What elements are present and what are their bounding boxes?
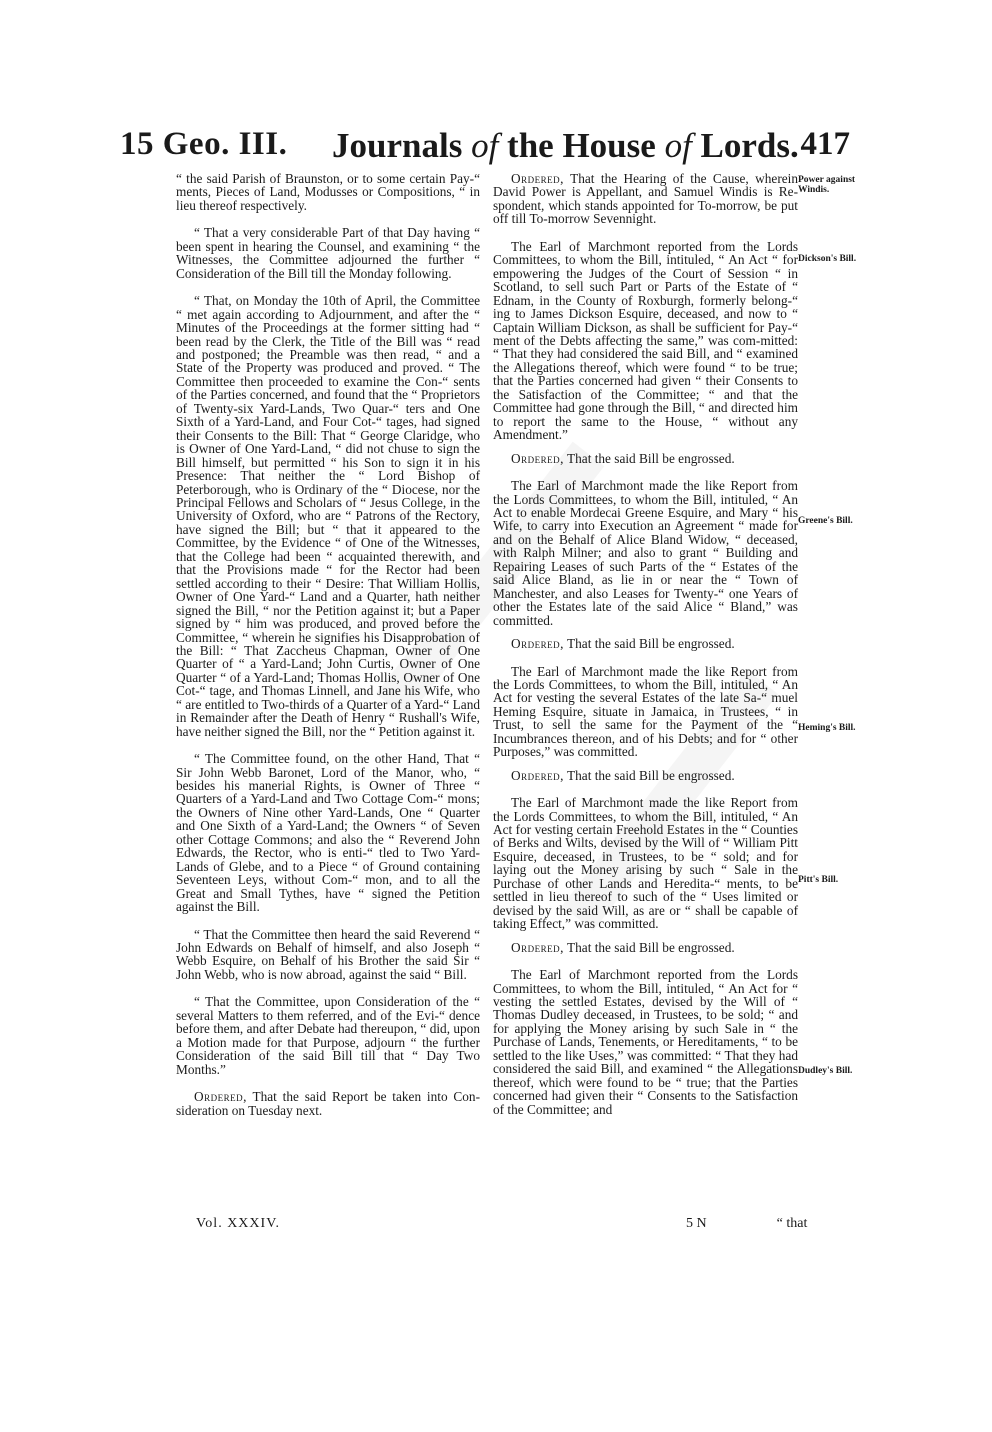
report-paragraph: The Earl of Marchmont made the like Report from the Lords Committees, to whom the Bill, intituled, “ An Act for vesting the several Estates of the late Sa-“ muel Heming Esquire, situate in Jamaica, in Trustees, “ in Trust, to sell the same for the Payment of the “ Incumbrances thereon, and of his Debts; and for “ other Purposes,” was committed. xyxy=(493,663,798,760)
report-paragraph: The Earl of Marchmont reported from the Lords Committees, to whom the Bill, intituled, “ An Act “ for empowering the Judges of the Court of Session “ in Scotland, to sell such Part or Parts of the Estate of “ Ednam, in the County of Roxburgh, formerly belong-“ ing to James Dickson Esquire, deceased, and now to “ Captain William Dickson, as shall be sufficient for Pay-“ ment of the Debts affecting the same,” was com-mitted: “ That they had considered the said Bill, and “ examined the Allegations thereof, which were found “ to be true; that the Parties concerned had given “ their Consents to the Satisfaction of the Committee; “ and that the Committee had gone through the Bill, “ and directed him to report the same to the House, “ without any Amendment.” xyxy=(493,238,798,443)
order-text: That the Hearing of the Cause, wherein David Power is Appellant, and Samuel Windis is Re-spondent, which stands appointed for To-morrow, be put off till To-morrow Sevennight. xyxy=(493,171,798,227)
order-text: That the said Bill be engrossed. xyxy=(563,450,735,466)
margin-note: Greene's Bill. xyxy=(798,516,853,526)
paragraph: “ That a very considerable Part of that Day having “ been spent in hearing the Counsel, and examining “ the Witnesses, the Committee adjourned the further “ Consideration of the Bill till the Monday following. xyxy=(176,225,480,281)
margin-note: Pitt's Bill. xyxy=(798,875,839,885)
journal-title xyxy=(332,126,799,166)
ordered-label: Ordered, xyxy=(511,767,564,783)
title-part: the xyxy=(498,126,563,165)
page-number: 417 xyxy=(800,126,850,162)
ordered-label: Ordered, xyxy=(511,450,564,466)
running-header xyxy=(120,126,850,170)
order-paragraph xyxy=(493,452,798,465)
report-paragraph: The Earl of Marchmont reported from the Lords Committees, to whom the Bill, intituled, “ An Act for “ vesting the settled Estates, devised by the Will of “ Thomas Dudley deceased, in Trustees, to be sold; “ and for applying the Money arising by such Sale in “ the Purchase of Lands, Tenements, or Hereditaments, “ to be settled to the like Uses,” was committed: “ That they had considered the said Bill, and examined “ the Allegations thereof, which were found to be “ true; that the Parties concerned had given their “ Consents to the Satisfaction of the Committee; and xyxy=(493,967,798,1117)
order-paragraph xyxy=(493,172,798,226)
title-part: House xyxy=(562,126,665,165)
margin-note: Dudley's Bill. xyxy=(798,1066,853,1076)
signature-line xyxy=(616,1216,807,1232)
paragraph: “ the said Parish of Braunston, or to some certain Pay-“ ments, Pieces of Land, Modusses or Compositions, “ in lieu thereof respectively. xyxy=(176,171,480,213)
right-column xyxy=(493,172,798,1116)
order-paragraph xyxy=(176,1090,480,1117)
margin-note: Power against Windis. xyxy=(798,175,856,195)
title-part: Journals xyxy=(332,126,472,165)
order-paragraph xyxy=(493,769,798,782)
order-paragraph xyxy=(493,941,798,954)
order-text: That the said Bill be engrossed. xyxy=(563,636,735,652)
order-text: That the said Bill be engrossed. xyxy=(563,939,735,955)
title-part: of xyxy=(664,126,692,165)
title-part: of xyxy=(471,126,499,165)
ordered-label: Ordered, xyxy=(511,939,564,955)
order-text: That the said Bill be engrossed. xyxy=(563,767,735,783)
report-paragraph: The Earl of Marchmont made the like Report from the Lords Committees, to whom the Bill, intituled, “ An Act to enable Mordecai Greene Esquire, and Mary “ his Wife, to carry into Execution an Agreement “ made for and on the Behalf of Alice Bland Widow, “ deceased, with Ralph Milner; and also to grant “ Building and Repairing Leases of such Parts of the “ Estates of the said Alice Bland, as lie in or near the “ Town of Manchester, and also Leases for Twenty-“ one Years of other the Estates late of the said Alice “ Bland,” was committed. xyxy=(493,478,798,628)
paragraph: “ That, on Monday the 10th of April, the Committee “ met again according to Adjournment, and after the “ Minutes of the Proceedings at the former sitting had “ been read by the Clerk, the Title of the Bill was “ read and postponed; the Preamble was then read, “ and a State of the Property was produced and proved. “ The Committee then proceeded to examine the Con-“ sents of the Parties concerned, and found that the “ Proprietors of Twenty-six Yard-Lands, Two Quar-“ ters and One Sixth of a Yard-Land, and Four Cot-“ tages, had signed their Consents to the Bill: That “ George Claridge, who is Owner of One Yard-Land, “ did not chuse to sign the Bill himself, but permitted “ his Son to sign it in his Presence: That neither the “ Lord Bishop of Peterborough, who is Ordinary of the “ Diocese, nor the Principal Fellows and Scholars of “ Jesus College, in the University of Oxford, who are “ Patrons of the Rectory, have signed the Bill; but “ that it appeared to the Committee, by the Evidence “ of One of the Witnesses, that the College had been “ acquainted therewith, and that the Provisions made “ for the Rector had been settled according to their “ Desire: That William Hollis, Owner of One Yard-“ Land and a Quarter, hath neither signed the Bill, “ nor the Petition against it; but a Paper signed by “ him was produced, and proved before the Committee, “ wherein he signifies his Disapprobation of the Bill: “ That Zaccheus Chapman, Owner of One Quarter of “ a Yard-Land; John Curtis, Owner of One Quarter “ of a Yard-Land; Thomas Hollis, Owner of One Cot-“ tage, and Thomas Linnell, and Jane his Wife, who “ are entitled to Two-thirds of a Quarter of a Yard-“ Land in Remainder after the Death of Henry “ Rushall's Wife, have neither signed the Bill, nor the “ Petition against it. xyxy=(176,293,480,739)
left-column xyxy=(176,172,480,1117)
order-text: That the said Report be taken into Con-sideration on Tuesday next. xyxy=(176,1089,480,1118)
catchword: “ that xyxy=(776,1216,808,1231)
title-part: Lords. xyxy=(691,126,799,165)
margin-note: Dickson's Bill. xyxy=(798,254,857,264)
margin-note: Heming's Bill. xyxy=(798,723,856,733)
ordered-label: Ordered, xyxy=(511,171,564,186)
report-paragraph: The Earl of Marchmont made the like Report from the Lords Committees, to whom the Bill, intituled, “ An Act for vesting certain Freehold Estates in the “ Counties of Berks and Wilts, devised by the Will of “ William Pitt Esquire, deceased, in Trustees, to be “ sold; and for laying out the Money arising by such “ Sale in the Purchase of other Lands and Heredita-“ ments, to be settled in lieu thereof to such of the “ Uses limited or devised by the said Will, as are or “ shall be capable of taking Effect,” was committed. xyxy=(493,795,798,932)
paragraph: “ That the Committee, upon Consideration of the “ several Matters to them referred, and of the Evi-“ dence before them, and after Debate had thereupon, “ did, upon a Motion made for that Purpose, adjourn “ the further Consideration of the said Bill till that “ Day Two Months.” xyxy=(176,994,480,1077)
paragraph: “ That the Committee then heard the said Reverend “ John Edwards on Behalf of himself, and also Joseph “ Webb Esquire, on Behalf of his Brother the said Sir “ John Webb, who is now abroad, against the said “ Bill. xyxy=(176,926,480,982)
paragraph: “ The Committee found, on the other Hand, That “ Sir John Webb Baronet, Lord of the Manor, who, “ besides his manerial Rights, is Owner of Three “ Quarters of a Yard-Land and Two Cottage Com-“ mons; the Owners of Nine other Yard-Lands, One “ Quarter and One Sixth of a Yard-Land; the Owners “ of Seven other Cottage Commons; and also the “ Reverend John Edwards, the Rector, who is enti-“ tled to Two Yard-Lands of Glebe, and to a Piece “ of Ground containing Seventeen Leys, without Com-“ mon, and to all the Great and Small Tythes, have “ signed the Petition against the Bill. xyxy=(176,751,480,915)
order-paragraph xyxy=(493,637,798,650)
signature-mark: 5 N xyxy=(686,1216,707,1231)
regnal-year: 15 Geo. III. xyxy=(120,126,288,162)
ordered-label: Ordered, xyxy=(194,1089,247,1105)
ordered-label: Ordered, xyxy=(511,636,564,652)
volume-mark: Vol. XXXIV. xyxy=(196,1216,280,1231)
